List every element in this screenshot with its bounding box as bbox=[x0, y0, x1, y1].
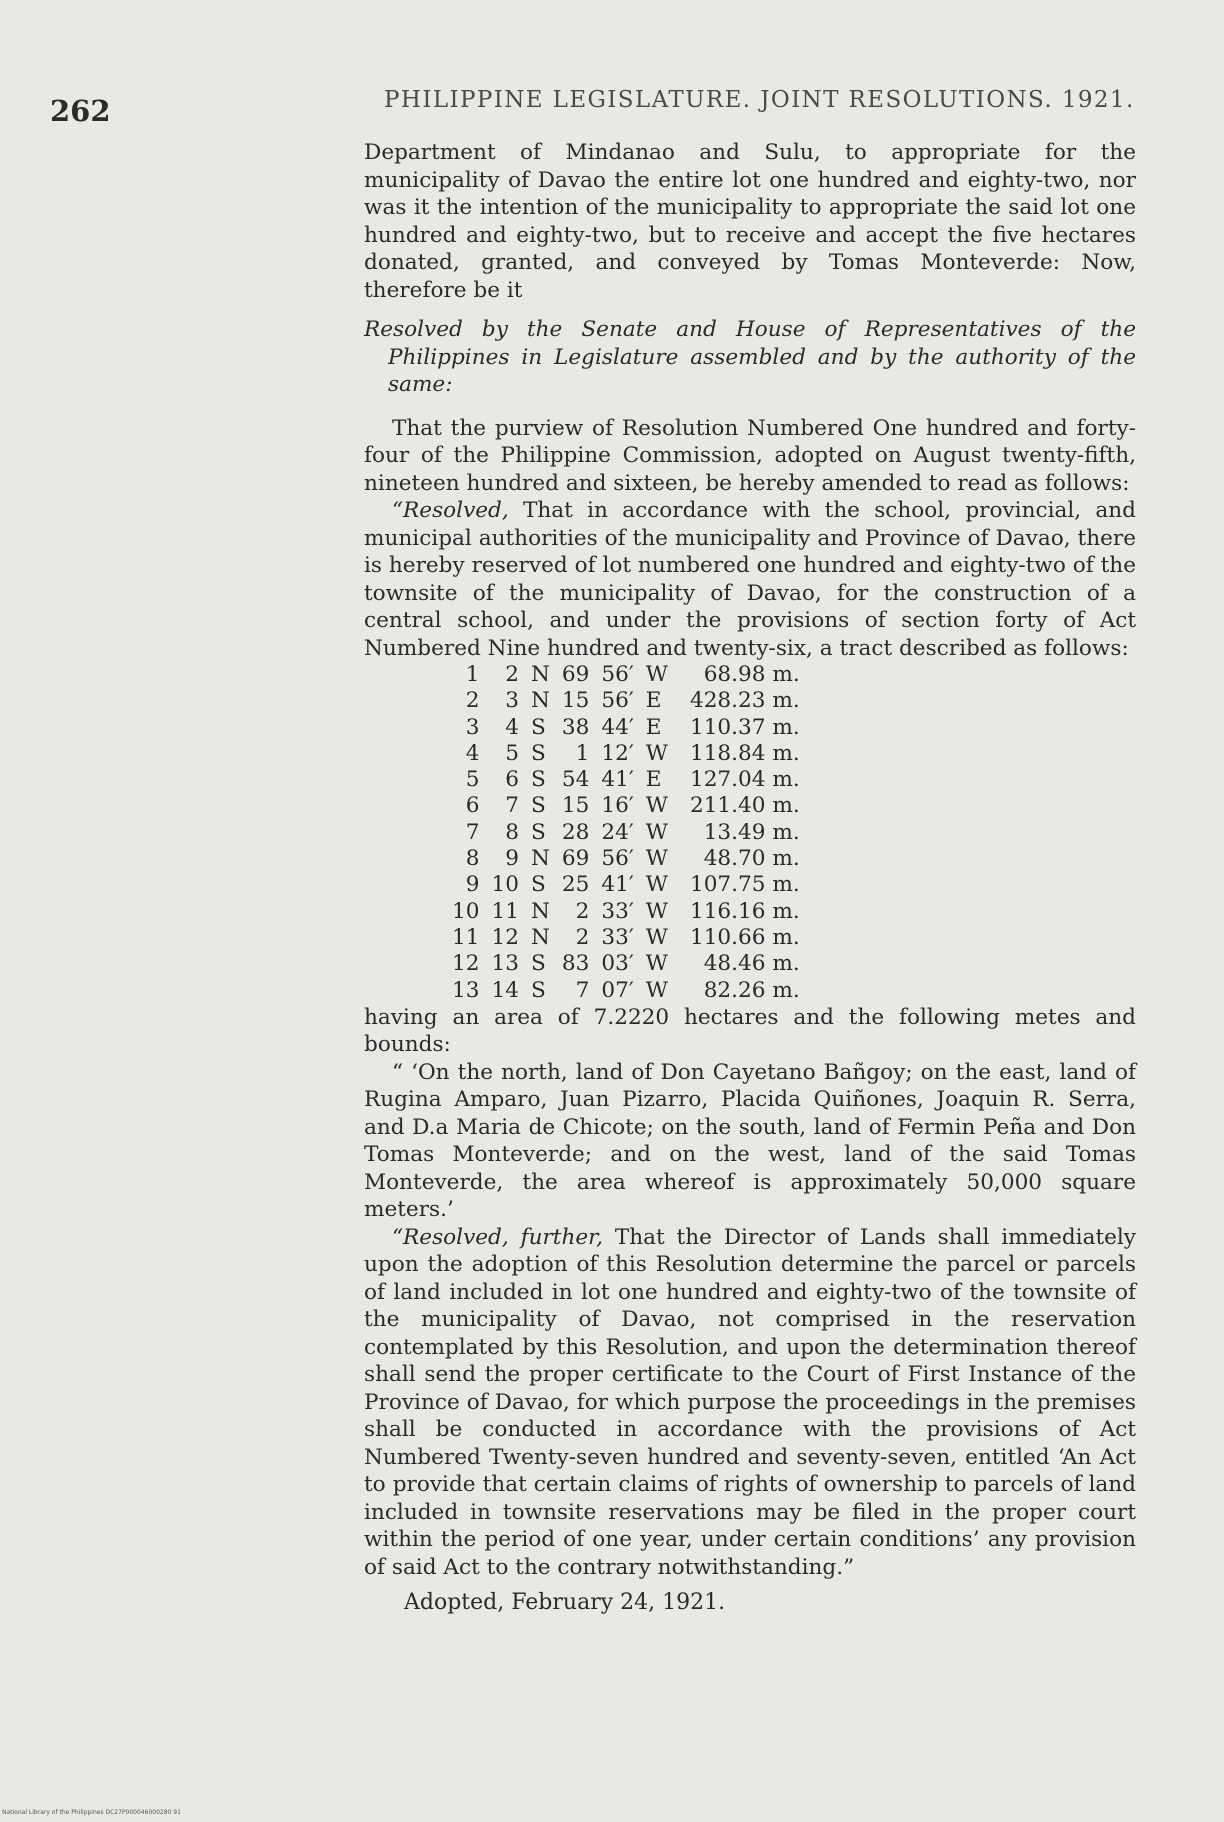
course-ns: S bbox=[530, 819, 546, 845]
course-to: 7 bbox=[505, 793, 519, 819]
course-ns: N bbox=[530, 898, 550, 924]
course-from: 12 bbox=[452, 951, 480, 977]
course-distance: 110.66 m. bbox=[689, 924, 800, 950]
course-ns: S bbox=[530, 977, 546, 1003]
course-min: 16′ bbox=[601, 793, 634, 819]
course-from: 1 bbox=[465, 662, 480, 687]
course-deg: 83 bbox=[561, 951, 590, 977]
course-min: 33′ bbox=[601, 898, 634, 924]
course-ns: N bbox=[530, 662, 550, 687]
course-distance: 211.40 m. bbox=[689, 793, 800, 819]
course-min: 56′ bbox=[601, 662, 634, 687]
course-deg: 25 bbox=[561, 872, 590, 898]
course-ns: S bbox=[530, 767, 546, 793]
course-row bbox=[446, 846, 806, 872]
course-to: 9 bbox=[505, 846, 519, 872]
course-deg: 69 bbox=[561, 662, 590, 687]
course-row bbox=[446, 741, 806, 767]
course-deg: 28 bbox=[561, 819, 590, 845]
course-to: 5 bbox=[505, 740, 519, 766]
course-deg: 2 bbox=[575, 924, 590, 950]
amendment-paragraph: That the purview of Resolution Numbered One hundred and forty-four of the Philippine Commission, adopted on August twenty-fifth, nineteen hundred and sixteen, be hereby amended to read as follows: bbox=[364, 415, 1136, 496]
course-deg: 2 bbox=[575, 898, 590, 924]
course-to: 10 bbox=[491, 872, 519, 898]
course-distance: 48.70 m. bbox=[703, 846, 800, 872]
course-from: 5 bbox=[465, 767, 480, 793]
course-distance: 13.49 m. bbox=[703, 819, 800, 845]
course-to: 8 bbox=[505, 819, 519, 845]
courses-table bbox=[446, 662, 806, 1004]
course-distance: 82.26 m. bbox=[703, 977, 800, 1003]
course-ew: W bbox=[645, 740, 668, 766]
document-body bbox=[364, 139, 1136, 1617]
resolved-paragraph bbox=[364, 497, 1136, 662]
course-min: 44′ bbox=[601, 714, 634, 740]
course-row bbox=[446, 951, 806, 977]
course-to: 3 bbox=[505, 688, 519, 714]
course-deg: 54 bbox=[561, 767, 590, 793]
area-paragraph: having an area of 7.2220 hectares and the following metes and bounds: bbox=[364, 1004, 1136, 1058]
course-ew: W bbox=[645, 662, 668, 687]
bounds-paragraph: “ ‘On the north, land of Don Cayetano Bañgoy; on the east, land of Rugina Amparo, Juan Pizarro, Placida Quiñones, Joaquin R. Serra, and D.a Maria de Chicote; on the south, land of Fermin Peña and Don Tomas Monteverde; and on the west, land of the said Tomas Monteverde, the area whereof is approximately 50,000 square meters.’ bbox=[364, 1059, 1136, 1223]
course-distance: 116.16 m. bbox=[689, 898, 800, 924]
course-to: 2 bbox=[505, 662, 519, 687]
course-ns: N bbox=[530, 846, 550, 872]
course-deg: 38 bbox=[561, 714, 590, 740]
resolving-clause: Resolved by the Senate and House of Representatives of the Philippines in Legislature assembled and by the authority of the same: bbox=[364, 317, 1136, 397]
course-distance: 110.37 m. bbox=[689, 714, 800, 740]
course-from: 2 bbox=[465, 688, 480, 714]
course-row bbox=[446, 662, 806, 688]
running-header: PHILIPPINE LEGISLATURE. JOINT RESOLUTIONS. 1921. bbox=[384, 87, 1135, 113]
course-from: 3 bbox=[465, 714, 480, 740]
course-deg: 15 bbox=[561, 688, 590, 714]
course-deg: 7 bbox=[575, 977, 590, 1003]
course-row bbox=[446, 925, 806, 951]
course-ns: N bbox=[530, 924, 550, 950]
course-ns: S bbox=[530, 951, 546, 977]
course-min: 24′ bbox=[601, 819, 634, 845]
course-distance: 68.98 m. bbox=[703, 662, 800, 687]
course-to: 6 bbox=[505, 767, 519, 793]
course-to: 4 bbox=[505, 714, 519, 740]
course-min: 03′ bbox=[601, 951, 634, 977]
course-row bbox=[446, 978, 806, 1004]
course-ew: E bbox=[645, 688, 662, 714]
course-min: 56′ bbox=[601, 688, 634, 714]
course-to: 12 bbox=[491, 924, 519, 950]
course-row bbox=[446, 793, 806, 819]
resolved-opening: “Resolved, bbox=[392, 498, 509, 523]
course-ew: W bbox=[645, 977, 668, 1003]
further-opening: “Resolved, further, bbox=[392, 1224, 603, 1250]
course-ew: W bbox=[645, 951, 668, 977]
course-ew: W bbox=[645, 872, 668, 898]
course-min: 41′ bbox=[601, 872, 634, 898]
course-distance: 107.75 m. bbox=[689, 872, 800, 898]
course-row bbox=[446, 767, 806, 793]
course-from: 4 bbox=[465, 740, 480, 766]
resolved-text: That in accordance with the school, provincial, and municipal authorities of the municipality and Province of Davao, there is hereby reserved of lot numbered one hundred and eighty-two of the townsite of the municipality of Davao, for the construction of a central school, and under the provisions of section forty of Act Numbered Nine hundred and twenty-six, a tract described as follows: bbox=[364, 498, 1136, 661]
course-row bbox=[446, 820, 806, 846]
adopted-line: Adopted, February 24, 1921. bbox=[404, 1590, 726, 1616]
course-row bbox=[446, 715, 806, 741]
course-deg: 1 bbox=[575, 740, 590, 766]
course-min: 56′ bbox=[601, 846, 634, 872]
opening-paragraph: Department of Mindanao and Sulu, to appropriate for the municipality of Davao the entire lot one hundred and eighty-two, nor was it the intention of the municipality to appropriate the said lot one hundred and eighty-two, but to receive and accept the five hectares donated, granted, and conveyed by Tomas Monteverde: Now, therefore be it bbox=[364, 140, 1136, 303]
course-min: 33′ bbox=[601, 924, 634, 950]
course-from: 10 bbox=[452, 898, 480, 924]
course-ns: S bbox=[530, 740, 546, 766]
course-row bbox=[446, 872, 806, 898]
course-ew: W bbox=[645, 819, 668, 845]
course-ns: S bbox=[530, 714, 546, 740]
course-ns: N bbox=[530, 688, 550, 714]
course-row bbox=[446, 899, 806, 925]
course-ew: W bbox=[645, 846, 668, 872]
course-min: 07′ bbox=[601, 977, 634, 1003]
course-from: 9 bbox=[465, 872, 480, 898]
page-number: 262 bbox=[50, 94, 111, 128]
course-ew: W bbox=[645, 898, 668, 924]
course-from: 13 bbox=[452, 977, 480, 1003]
course-from: 11 bbox=[452, 924, 480, 950]
course-deg: 69 bbox=[561, 846, 590, 872]
course-ns: S bbox=[530, 872, 546, 898]
course-distance: 48.46 m. bbox=[703, 951, 800, 977]
course-from: 7 bbox=[465, 819, 480, 845]
course-min: 12′ bbox=[601, 740, 634, 766]
course-ew: E bbox=[645, 714, 662, 740]
course-to: 14 bbox=[491, 977, 519, 1003]
course-ew: W bbox=[645, 793, 668, 819]
course-ew: E bbox=[645, 767, 662, 793]
footer-credit: National Library of the Philippines DC27P000046000280 91 bbox=[2, 1809, 181, 1816]
further-paragraph bbox=[364, 1224, 1136, 1582]
course-ns: S bbox=[530, 793, 546, 819]
further-text: That the Director of Lands shall immediately upon the adoption of this Resolution determine the parcel or parcels of land included in lot one hundred and eighty-two of the townsite of the municipality of Davao, not comprised in the reservation contemplated by this Resolution, and upon the determination thereof shall send the proper certificate to the Court of First Instance of the Province of Davao, for which purpose the proceedings in the premises shall be conducted in accordance with the provisions of Act Numbered Twenty-seven hundred and seventy-seven, entitled ‘An Act to provide that certain claims of rights of ownership to parcels of land included in townsite reservations may be filed in the proper court within the period of one year, under certain conditions’ any provision of said Act to the contrary notwithstanding.” bbox=[364, 1224, 1137, 1580]
course-distance: 127.04 m. bbox=[689, 767, 800, 793]
course-from: 8 bbox=[465, 846, 480, 872]
course-to: 13 bbox=[491, 951, 519, 977]
course-from: 6 bbox=[465, 793, 480, 819]
course-min: 41′ bbox=[601, 767, 634, 793]
course-ew: W bbox=[645, 924, 668, 950]
course-distance: 118.84 m. bbox=[689, 740, 800, 766]
course-distance: 428.23 m. bbox=[689, 688, 800, 714]
course-deg: 15 bbox=[561, 793, 590, 819]
course-row bbox=[446, 688, 806, 714]
course-to: 11 bbox=[491, 898, 519, 924]
